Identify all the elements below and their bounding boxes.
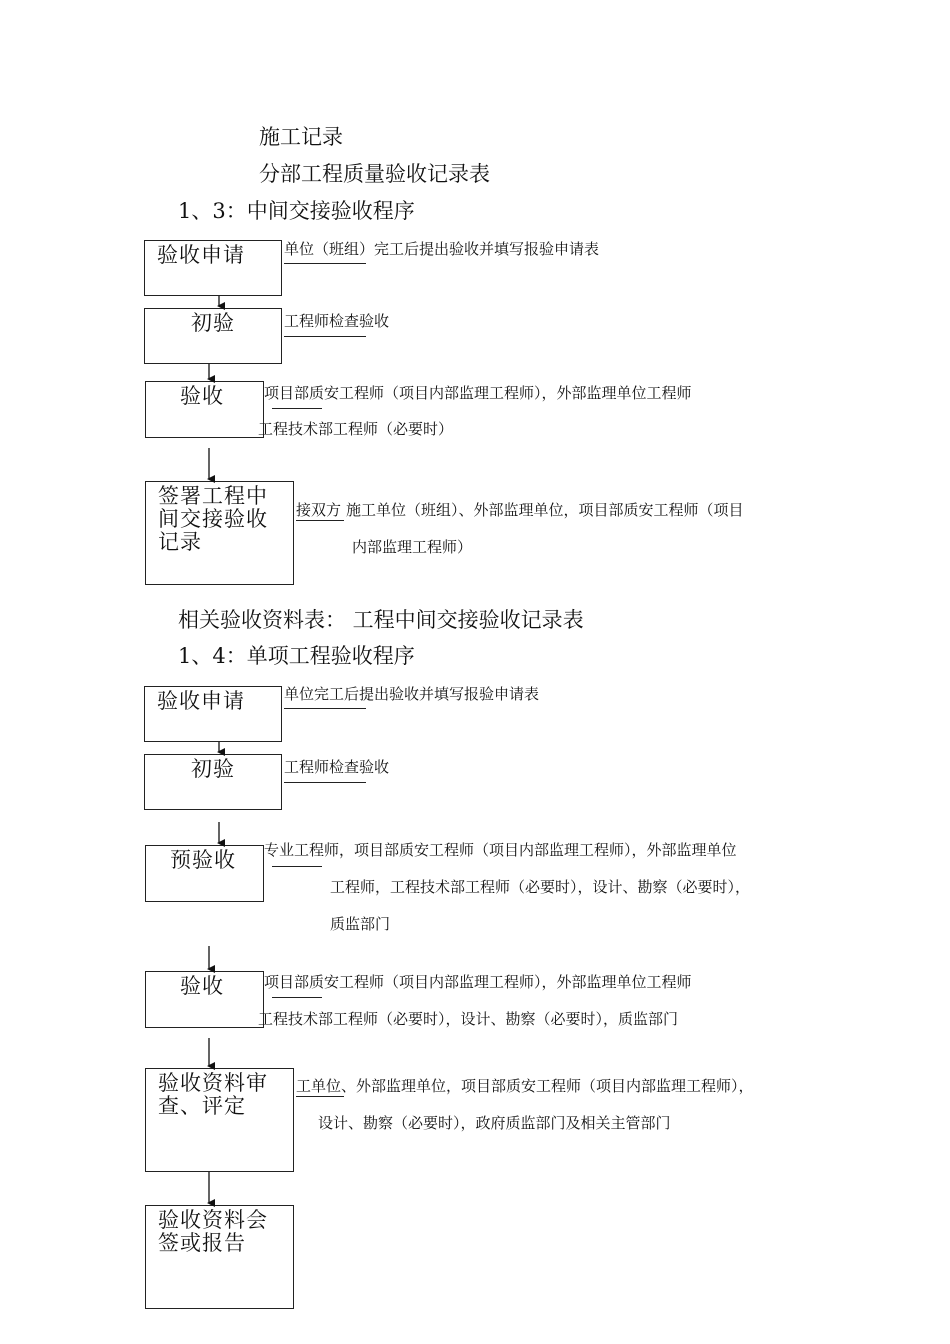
flow-note-13-apply: 单位（班组）完工后提出验收并填写报验申请表 <box>284 240 600 258</box>
flow-box-14-countersign: 验收资料会签或报告 <box>145 1205 294 1309</box>
flow-note-14-review: 工单位、外部监理单位，项目部质安工程师（项目内部监理工程师）， <box>296 1077 754 1095</box>
flow-note-14-pre-accept-3: 质监部门 <box>330 915 391 933</box>
section-13-title: 1、3：中间交接验收程序 <box>178 199 415 223</box>
flow-box-14-review: 验收资料审查、评定 <box>145 1068 294 1172</box>
section-14-title: 1、4：单项工程验收程序 <box>178 644 415 668</box>
flow-box-13-accept: 验收 <box>145 381 264 438</box>
doc-title-line1: 施工记录 <box>259 125 343 149</box>
flow-box-13-initial: 初验 <box>144 308 282 364</box>
flow-note-13-accept-2: 工程技术部工程师（必要时） <box>258 420 454 438</box>
flow-note-13-sign: 施工单位（班组）、外部监理单位，项目部质安工程师（项目 <box>346 501 744 519</box>
flow-box-13-apply: 验收申请 <box>144 240 282 296</box>
related-forms: 相关验收资料表： 工程中间交接验收记录表 <box>178 608 584 632</box>
flow-note-13-sign-prefix: 接双方 <box>296 501 342 519</box>
flow-note-13-initial: 工程师检查验收 <box>284 312 390 330</box>
doc-title-line2: 分部工程质量验收记录表 <box>259 162 490 186</box>
flow-box-13-sign: 签署工程中间交接验收记录 <box>145 481 294 585</box>
flow-note-14-pre-accept-2: 工程师，工程技术部工程师（必要时），设计、勘察（必要时）， <box>330 878 751 896</box>
flow-box-14-accept: 验收 <box>145 971 264 1028</box>
flow-note-14-apply: 单位完工后提出验收并填写报验申请表 <box>284 685 540 703</box>
flow-box-14-apply: 验收申请 <box>144 686 282 742</box>
flow-box-14-pre-accept: 预验收 <box>145 845 264 902</box>
flow-note-14-pre-accept: 专业工程师，项目部质安工程师（项目内部监理工程师），外部监理单位 <box>264 841 737 859</box>
flow-note-14-review-2: 设计、勘察（必要时），政府质监部门及相关主管部门 <box>318 1114 671 1132</box>
flow-note-14-accept: 项目部质安工程师（项目内部监理工程师），外部监理单位工程师 <box>264 973 692 991</box>
flow-note-13-accept: 项目部质安工程师（项目内部监理工程师），外部监理单位工程师 <box>264 384 692 402</box>
flow-note-14-accept-2: 工程技术部工程师（必要时），设计、勘察（必要时），质监部门 <box>258 1010 679 1028</box>
flow-box-14-initial: 初验 <box>144 754 282 810</box>
flow-note-13-sign-2: 内部监理工程师） <box>352 538 473 556</box>
flow-note-14-initial: 工程师检查验收 <box>284 758 390 776</box>
